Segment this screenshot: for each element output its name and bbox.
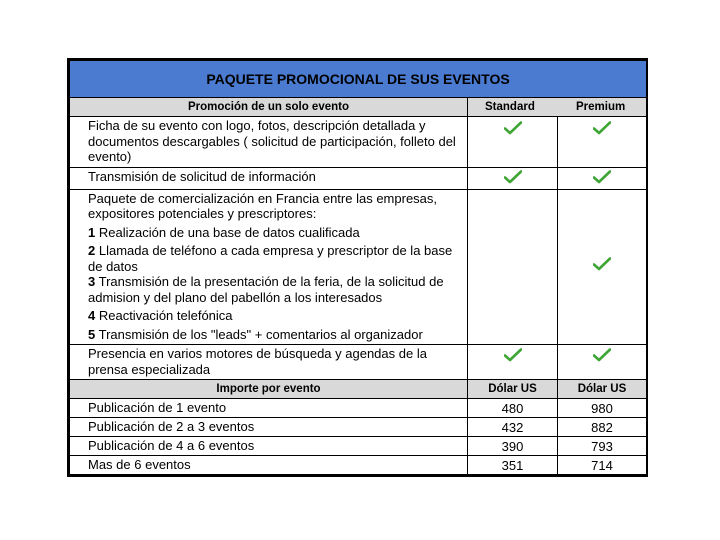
check-icon — [593, 121, 611, 135]
check-icon — [593, 170, 611, 184]
paquete-item: 4 Reactivación telefónica — [88, 308, 233, 323]
pricing-header-standard: Dólar US — [468, 380, 558, 399]
paquete-item: 3 Transmisión de la presentación de la feria, de la solicitud de admision y del plano del pabellón a los interesados — [88, 274, 444, 305]
pricing-premium: 714 — [558, 456, 647, 475]
feature-row-paquete — [70, 189, 647, 345]
feature-paquete-cell — [70, 189, 468, 345]
feature-transmision-premium — [558, 167, 647, 189]
pricing-label: Publicación de 2 a 3 eventos — [70, 418, 468, 437]
table-row — [70, 437, 647, 456]
pricing-label: Publicación de 4 a 6 eventos — [70, 437, 468, 456]
pricing-standard: 480 — [468, 399, 558, 418]
pricing-header-row — [70, 380, 647, 399]
header-standard: Standard — [485, 101, 535, 113]
check-icon — [504, 121, 522, 135]
pricing-premium: 980 — [558, 399, 647, 418]
pricing-premium: 882 — [558, 418, 647, 437]
pricing-label: Publicación de 1 evento — [70, 399, 468, 418]
feature-ficha-text: Ficha de su evento con logo, fotos, descripción detallada y documentos descargables ( solicitud de participación, folleto del evento) — [70, 117, 468, 168]
table-row — [70, 418, 647, 437]
feature-ficha-standard — [468, 117, 558, 168]
check-icon — [504, 170, 522, 184]
pricing-standard: 351 — [468, 456, 558, 475]
paquete-item: 1 Realización de una base de datos cualificada — [88, 224, 360, 240]
paquete-item: 2 Llamada de teléfono a cada empresa y prescriptor de la base de datos — [88, 243, 453, 274]
pricing-header-label: Importe por evento — [70, 380, 468, 399]
feature-row-ficha — [70, 117, 647, 168]
paquete-item: 5 Transmisión de los "leads" + comentarios al organizador — [88, 326, 423, 342]
feature-paquete-intro: Paquete de comercialización en Francia entre las empresas, expositores potenciales y prescriptores: — [88, 190, 438, 221]
pricing-standard: 432 — [468, 418, 558, 437]
pricing-label: Mas de 6 eventos — [70, 456, 468, 475]
feature-transmision-text: Transmisión de solicitud de información — [70, 167, 468, 189]
table-title: PAQUETE PROMOCIONAL DE SUS EVENTOS — [70, 61, 647, 98]
features-header-row — [70, 98, 647, 117]
check-icon — [593, 348, 611, 362]
feature-ficha-premium — [558, 117, 647, 168]
feature-transmision-standard — [468, 167, 558, 189]
pricing-premium: 793 — [558, 437, 647, 456]
feature-presencia-text: Presencia en varios motores de búsqueda y agendas de la prensa especializada — [70, 345, 468, 380]
pricing-standard: 390 — [468, 437, 558, 456]
table-row — [70, 399, 647, 418]
check-icon — [504, 348, 522, 362]
header-plans — [468, 98, 647, 117]
header-single-event: Promoción de un solo evento — [70, 98, 468, 117]
feature-row-presencia — [70, 345, 647, 380]
feature-presencia-standard — [468, 345, 558, 380]
check-icon — [593, 257, 611, 271]
feature-presencia-premium — [558, 345, 647, 380]
header-premium: Premium — [576, 101, 626, 113]
promo-package-table — [67, 58, 648, 477]
feature-paquete-premium — [558, 189, 647, 345]
feature-paquete-standard — [468, 189, 558, 345]
table-row — [70, 456, 647, 475]
feature-row-transmision — [70, 167, 647, 189]
pricing-header-premium: Dólar US — [558, 380, 647, 399]
